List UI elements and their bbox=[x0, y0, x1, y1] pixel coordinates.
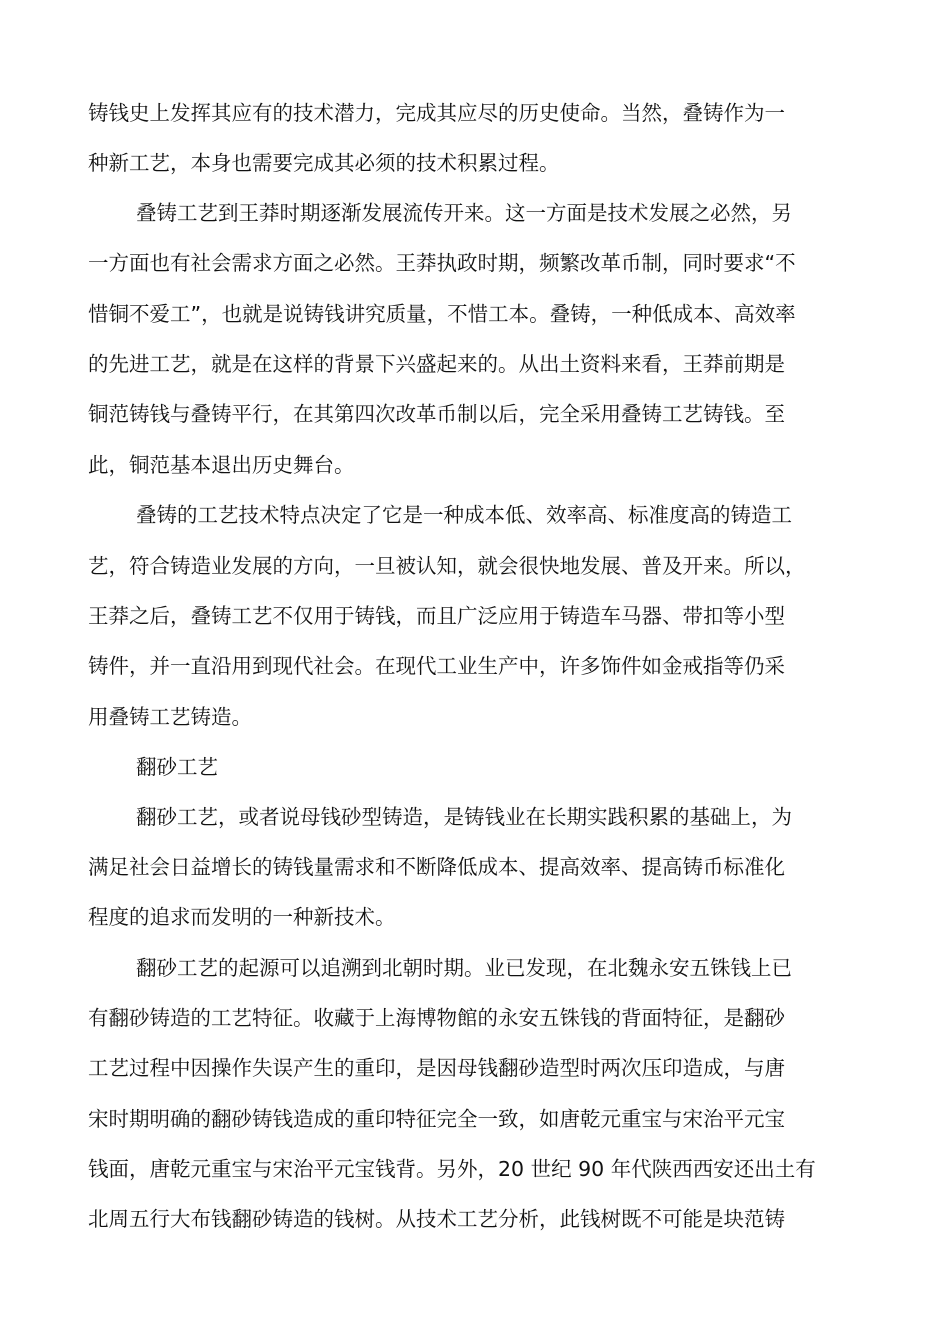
text-line: 程度的追求而发明的一种新技术。 bbox=[88, 905, 396, 929]
text-line: 铸件，并一直沿用到现代社会。在现代工业生产中，许多饰件如金戒指等仍采 bbox=[88, 654, 785, 678]
text-line: 满足社会日益增长的铸钱量需求和不断降低成本、提高效率、提高铸币标准化 bbox=[88, 855, 785, 879]
paragraph-first-line: 叠铸工艺到王莽时期逐渐发展流传开来。这一方面是技术发展之必然，另 bbox=[136, 201, 792, 225]
text-line: 一方面也有社会需求方面之必然。王莽执政时期，频繁改革币制，同时要求“不 bbox=[88, 251, 796, 275]
text-line: 种新工艺，本身也需要完成其必须的技术积累过程。 bbox=[88, 151, 560, 175]
text-line: 钱面，唐乾元重宝与宋治平元宝钱背。另外，20 世纪 90 年代陕西西安还出土有 bbox=[88, 1157, 816, 1181]
text-line: 惜铜不爱工”，也就是说铸钱讲究质量，不惜工本。叠铸，一种低成本、高效率 bbox=[88, 302, 796, 326]
text-line: 宋时期明确的翻砂铸钱造成的重印特征完全一致，如唐乾元重宝与宋治平元宝 bbox=[88, 1107, 785, 1131]
text-line: 艺，符合铸造业发展的方向，一旦被认知，就会很快地发展、普及开来。所以， bbox=[88, 554, 806, 578]
text-line: 北周五行大布钱翻砂铸造的钱树。从技术工艺分析，此钱树既不可能是块范铸 bbox=[88, 1207, 785, 1231]
text-line: 有翻砂铸造的工艺特征。收藏于上海博物館的永安五铢钱的背面特征，是翻砂 bbox=[88, 1006, 785, 1030]
text-line: 的先进工艺，就是在这样的背景下兴盛起来的。从出土资料来看，王莽前期是 bbox=[88, 352, 785, 376]
text-line: 用叠铸工艺铸造。 bbox=[88, 705, 252, 729]
text-line: 王莽之后，叠铸工艺不仅用于铸钱，而且广泛应用于铸造车马器、带扣等小型 bbox=[88, 604, 785, 628]
section-heading: 翻砂工艺 bbox=[136, 755, 218, 779]
paragraph-first-line: 翻砂工艺，或者说母钱砂型铸造，是铸钱业在长期实践积累的基础上，为 bbox=[136, 805, 792, 829]
paragraph-first-line: 翻砂工艺的起源可以追溯到北朝时期。业已发现，在北魏永安五铢钱上已 bbox=[136, 956, 792, 980]
paragraph-first-line: 叠铸的工艺技术特点决定了它是一种成本低、效率高、标准度高的铸造工 bbox=[136, 503, 792, 527]
text-line: 铜范铸钱与叠铸平行，在其第四次改革币制以后，完全采用叠铸工艺铸钱。至 bbox=[88, 402, 785, 426]
text-line: 工艺过程中因操作失误产生的重印，是因母钱翻砂造型时两次压印造成，与唐 bbox=[88, 1056, 785, 1080]
text-line: 铸钱史上发挥其应有的技术潜力，完成其应尽的历史使命。当然，叠铸作为一 bbox=[88, 101, 785, 125]
text-line: 此，铜范基本退出历史舞台。 bbox=[88, 453, 355, 477]
